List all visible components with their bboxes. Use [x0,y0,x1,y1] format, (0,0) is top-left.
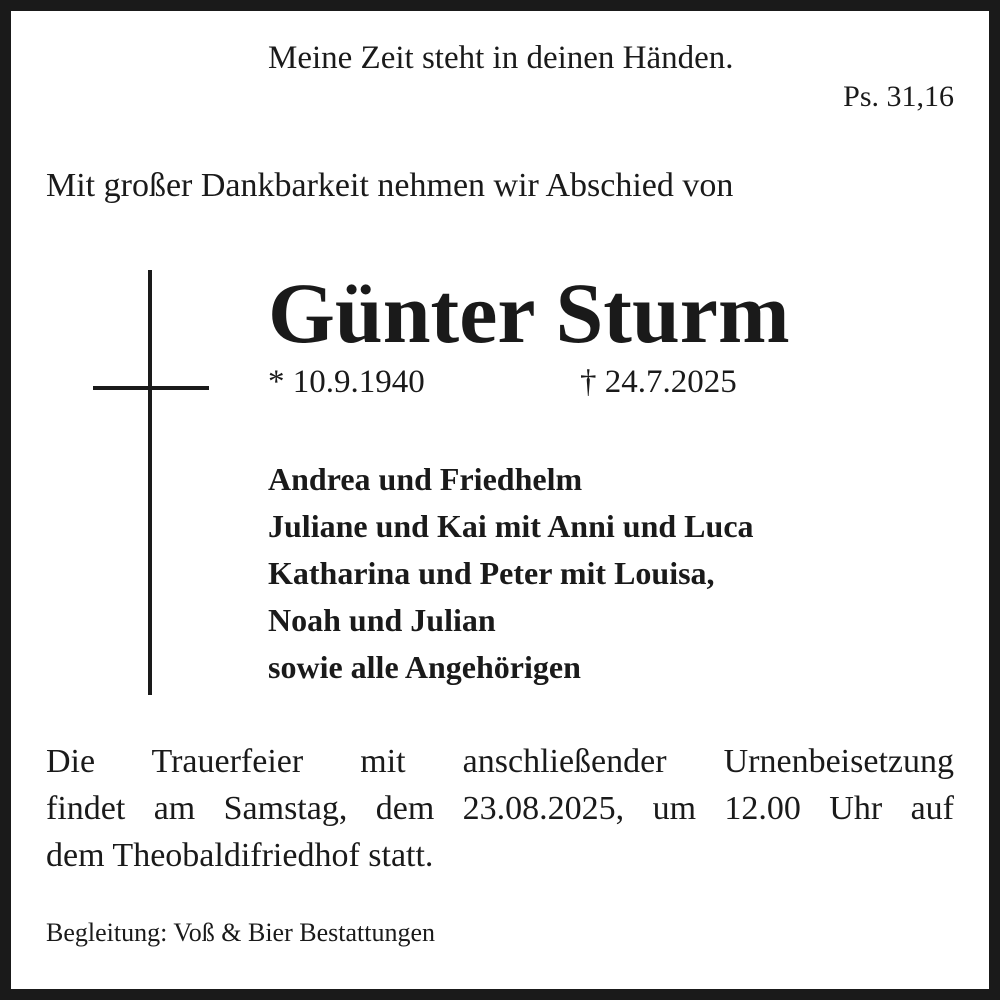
mourners-list [268,456,754,691]
farewell-intro: Mit großer Dankbarkeit nehmen wir Abschied von [46,167,734,204]
funeral-service-info [46,738,954,879]
mourner-line: Noah und Julian [268,602,496,638]
mourner-line: Andrea und Friedhelm [268,461,583,497]
service-line: Die Trauerfeier mit anschließender Urnenbeisetzung [46,743,954,780]
cross-vertical-bar [148,270,152,695]
bible-verse-reference: Ps. 31,16 [843,80,954,113]
cross-horizontal-bar [93,386,209,390]
deceased-name: Günter Sturm [268,265,790,361]
mourner-line: Katharina und Peter mit Louisa, [268,555,715,591]
funeral-home-credit: Begleitung: Voß & Bier Bestattungen [46,918,436,947]
mourner-line: Juliane und Kai mit Anni und Luca [268,508,754,544]
mourner-line: sowie alle Angehörigen [268,649,581,685]
death-date: † 24.7.2025 [580,364,737,400]
bible-verse: Meine Zeit steht in deinen Händen. [268,40,734,76]
service-line: dem Theobaldifriedhof statt. [46,837,434,874]
birth-date: * 10.9.1940 [268,364,425,400]
service-line: findet am Samstag, dem 23.08.2025, um 12.00 Uhr auf [46,790,954,827]
